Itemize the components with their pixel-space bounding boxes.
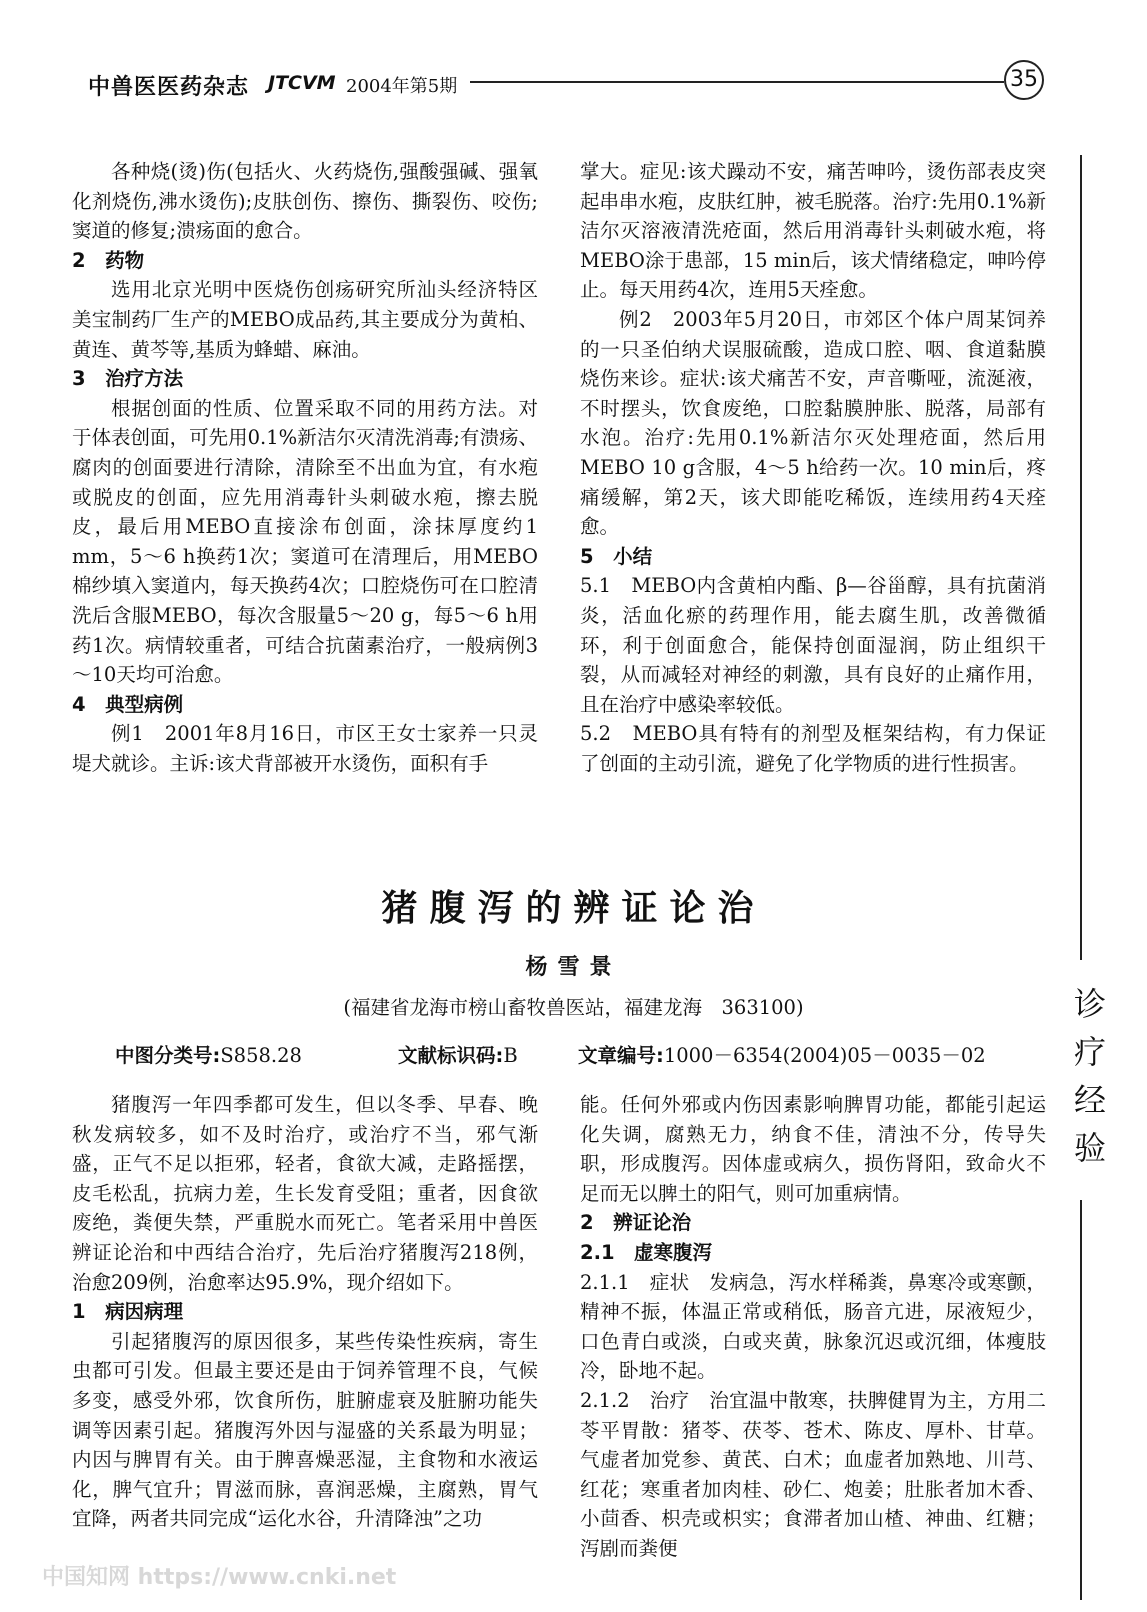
doc-code-label: 文献标识码: bbox=[398, 1044, 504, 1067]
section-heading: 1 病因病理 bbox=[72, 1300, 184, 1324]
paragraph: 引起猪腹泻的原因很多，某些传染性疾病，寄生虫都可引发。但最主要还是由于饲养管理不良，气候多变，感受外邪，饮食所伤，脏腑虚衰及脏腑功能失调等因素引起。猪腹泻外因与湿盛的关系最为明显；内因与脾胃有关。由于脾喜燥恶湿，主食物和水液运化，脾气宜升；胃滋而脉，喜润恶燥，主腐熟，胃气宜降，两者共同完成“运化水谷，升清降浊”之功 bbox=[72, 1329, 538, 1531]
article-author: 杨雪景 bbox=[525, 954, 622, 980]
article-id-value: 1000－6354(2004)05－0035－02 bbox=[663, 1044, 986, 1067]
journal-name: 中兽医医药杂志 bbox=[88, 74, 250, 100]
margin-rule-bottom bbox=[1080, 1200, 1082, 1600]
clc-label: 中图分类号: bbox=[115, 1044, 221, 1067]
paragraph: 各种烧(烫)伤(包括火、火药烧伤,强酸强碱、强氧化剂烧伤,沸水烫伤);皮肤创伤、擦伤、撕裂伤、咬伤;窦道的修复;溃疡面的愈合。 bbox=[72, 160, 538, 243]
paragraph: 选用北京光明中医烧伤创疡研究所汕头经济特区美宝制药厂生产的MEBO成品药,其主要成分为黄柏、黄连、黄芩等,基质为蜂蜡、麻油。 bbox=[72, 278, 538, 361]
paragraph: 猪腹泻一年四季都可发生，但以冬季、早春、晚秋发病较多，如不及时治疗，或治疗不当，邪气渐盛，正气不足以拒邪，轻者，食欲大减，走路摇摆，皮毛松乱，抗病力差，生长发育受阻；重者，因食欲废绝，粪便失禁，严重脱水而死亡。笔者采用中兽医辨证论治和中西结合治疗，先后治疗猪腹泻218例，治愈209例，治愈率达95.9%，现介绍如下。 bbox=[72, 1093, 538, 1294]
clc-value: S858.28 bbox=[220, 1044, 302, 1067]
cnki-watermark: 中国知网 https://www.cnki.net bbox=[42, 1565, 397, 1590]
section-heading: 3 治疗方法 bbox=[72, 367, 184, 391]
journal-issue: 2004年第5期 bbox=[346, 76, 458, 97]
section-heading: 5 小结 bbox=[580, 544, 653, 568]
section-heading: 2 药物 bbox=[72, 248, 145, 272]
journal-abbreviation: JTCVM bbox=[268, 72, 336, 94]
author-affiliation: (福建省龙海市榜山畜牧兽医站，福建龙海 363100) bbox=[343, 996, 804, 1019]
document-code bbox=[398, 1040, 518, 1068]
article-id bbox=[578, 1040, 986, 1068]
article-id-label: 文章编号: bbox=[578, 1044, 664, 1067]
paragraph: 2.1.1 症状 发病急，泻水样稀粪，鼻寒冷或寒颤，精神不振，体温正常或稍低，肠音亢进，尿液短少，口色青白或淡，白或夹黄，脉象沉迟或沉细，体瘦肢冷，卧地不起。 bbox=[580, 1270, 1046, 1383]
paragraph: 例1 2001年8月16日，市区王女士家养一只灵堤犬就诊。主诉:该犬背部被开水烫伤，面积有手 bbox=[72, 722, 538, 775]
paragraph: 例2 2003年5月20日，市郊区个体户周某饲养的一只圣伯纳犬误服硫酸，造成口腔、咽、食道黏膜烧伤来诊。症状:该犬痛苦不安，声音嘶哑，流涎液，不时摆头，饮食废绝，口腔黏膜肿胀、脱落，局部有水泡。治疗:先用0.1%新洁尔灭处理疮面，然后用MEBO 10 g含服，4～5 h给药一次。10 min后，疼痛缓解，第2天，该犬即能吃稀饭，连续用药4天痊愈。 bbox=[580, 307, 1046, 539]
top-left-column bbox=[72, 157, 538, 778]
page-number: 35 bbox=[1004, 60, 1044, 100]
paragraph: 根据创面的性质、位置采取不同的用药方法。对于体表创面，可先用0.1%新洁尔灭清洗消毒;有溃疡、腐肉的创面要进行清除，清除至不出血为宜，有水疱或脱皮的创面，应先用消毒针头刺破水疱，擦去脱皮，最后用MEBO直接涂布创面，涂抹厚度约1 mm，5～6 h换药1次；窦道可在清理后，用MEBO棉纱填入窦道内，每天换药4次；口腔烧伤可在口腔清洗后含服MEBO，每次含服量5～20 g，每5～6 h用药1次。病情较重者，可结合抗菌素治疗，一般病例3～10天均可治愈。 bbox=[72, 396, 538, 687]
paragraph: 能。任何外邪或内伤因素影响脾胃功能，都能引起运化失调，腐熟无力，纳食不佳，清浊不分，传导失职，形成腹泻。因体虚或病久，损伤肾阳，致命火不足而无以脾土的阳气，则可加重病情。 bbox=[580, 1093, 1046, 1205]
clc-number bbox=[115, 1040, 302, 1068]
section-label: 诊疗经验 bbox=[1073, 985, 1106, 1167]
paragraph: 5.2 MEBO具有特有的剂型及框架结构，有力保证了创面的主动引流，避免了化学物质的进行性损害。 bbox=[580, 722, 1046, 775]
paragraph: 5.1 MEBO内含黄柏内酯、β—谷甾醇，具有抗菌消炎，活血化瘀的药理作用，能去腐生肌，改善微循环，利于创面愈合，能保持创面湿润，防止组织干裂，从而减轻对神经的刺激，具有良好的止痛作用，且在治疗中感染率较低。 bbox=[580, 574, 1046, 716]
section-heading: 2 辨证论治 bbox=[580, 1211, 692, 1235]
doc-code-value: B bbox=[503, 1044, 518, 1067]
bottom-right-column bbox=[580, 1090, 1046, 1564]
margin-rule-top bbox=[1080, 155, 1082, 960]
top-right-column bbox=[580, 157, 1046, 778]
bottom-left-column bbox=[72, 1090, 538, 1534]
section-heading: 2.1 虚寒腹泻 bbox=[580, 1240, 713, 1264]
paragraph: 2.1.2 治疗 治宜温中散寒，扶脾健胃为主，方用二苓平胃散：猪苓、茯苓、苍术、陈皮、厚朴、甘草。气虚者加党参、黄芪、白术；血虚者加熟地、川芎、红花；寒重者加肉桂、砂仁、炮姜；肚胀者加木香、小茴香、枳壳或枳实；食滞者加山楂、神曲、红糖；泻剧而粪便 bbox=[580, 1388, 1046, 1560]
section-heading: 4 典型病例 bbox=[72, 692, 184, 716]
article-title: 猪腹泻的辨证论治 bbox=[381, 888, 766, 929]
header-rule bbox=[470, 81, 1004, 83]
paragraph: 掌大。症见:该犬躁动不安，痛苦呻吟，烫伤部表皮突起串串水疱，皮肤红肿，被毛脱落。治疗:先用0.1%新洁尔灭溶液清洗疮面，然后用消毒针头刺破水疱，将MEBO涂于患部，15 min后，该犬情绪稳定，呻吟停止。每天用药4次，连用5天痊愈。 bbox=[580, 160, 1046, 302]
